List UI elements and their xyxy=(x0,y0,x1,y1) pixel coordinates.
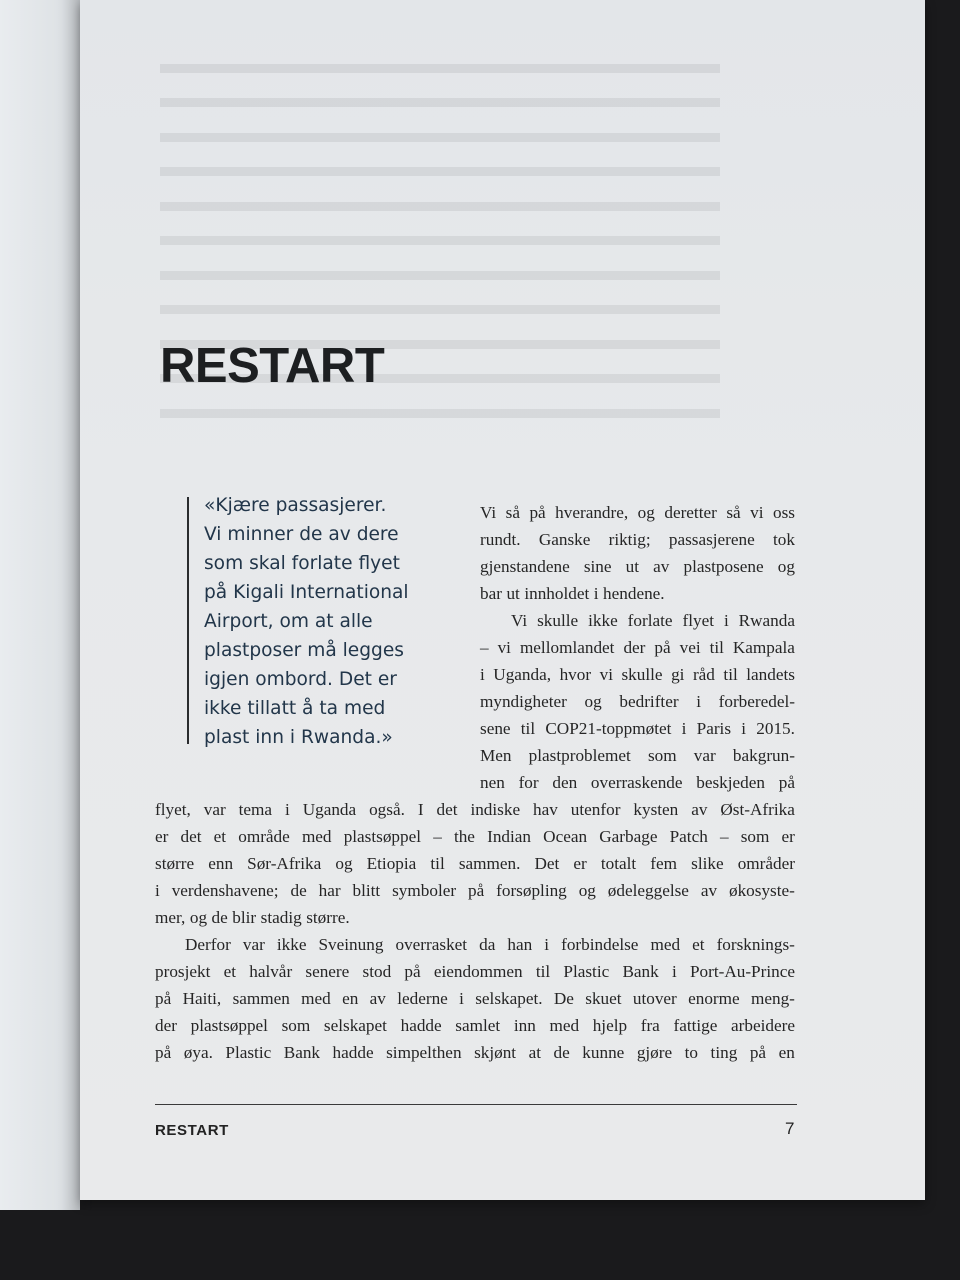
word: fem xyxy=(650,854,678,873)
word: Plastic xyxy=(563,962,610,981)
word: øya. xyxy=(183,1043,213,1062)
body-line xyxy=(155,985,795,1012)
word: Haiti, xyxy=(182,989,222,1008)
word: til xyxy=(709,638,724,657)
running-head: RESTART xyxy=(155,1122,229,1139)
word: Etiopia xyxy=(366,854,417,873)
word: da xyxy=(479,935,496,954)
body-line xyxy=(155,823,795,850)
word: – xyxy=(433,827,442,846)
pull-quote-line: «Kjære passasjerer. xyxy=(204,495,387,516)
word: vi xyxy=(497,638,511,657)
word: ødeleggelse xyxy=(607,881,689,900)
word: den xyxy=(552,773,578,792)
body-line xyxy=(480,688,795,715)
word: med xyxy=(301,827,332,846)
word: av xyxy=(700,881,718,900)
word: på xyxy=(749,1043,767,1062)
word: av xyxy=(653,557,670,576)
word: hvor xyxy=(559,665,592,684)
body-line xyxy=(511,607,795,634)
word: lederne xyxy=(397,989,448,1008)
word: Ocean xyxy=(543,827,588,846)
word: det xyxy=(436,800,458,819)
word: så xyxy=(726,503,741,522)
word: områder xyxy=(737,854,795,873)
word: forsknings- xyxy=(716,935,795,954)
word: flyet xyxy=(682,611,714,630)
word: hverandre, xyxy=(555,503,629,522)
word: stod xyxy=(362,962,392,981)
word: eiendommen xyxy=(433,962,523,981)
word: beskjeden xyxy=(696,773,765,792)
word: prosjekt xyxy=(155,962,211,981)
word: samlet xyxy=(455,1016,501,1035)
word: COP21-toppmøtet xyxy=(545,719,672,738)
word: fattige xyxy=(673,1016,718,1035)
word: råd xyxy=(692,665,715,684)
word: de xyxy=(553,1043,570,1062)
word: indiske xyxy=(470,800,521,819)
word: på xyxy=(529,503,546,522)
word: plastsøppel xyxy=(190,1016,268,1035)
word: som xyxy=(740,827,770,846)
word: meng- xyxy=(750,989,795,1008)
word: arbeidere xyxy=(731,1016,795,1035)
body-line xyxy=(155,904,795,931)
word: med xyxy=(549,1016,580,1035)
word: i xyxy=(284,800,290,819)
word: inn xyxy=(513,1016,536,1035)
word: ut xyxy=(625,557,640,576)
word: og xyxy=(578,881,596,900)
pull-quote-line: plast inn i Rwanda.» xyxy=(204,727,393,748)
word: et xyxy=(692,935,705,954)
word: av xyxy=(691,800,708,819)
word: forberedel- xyxy=(718,692,795,711)
word: riktig; xyxy=(608,530,651,549)
word: ting xyxy=(710,1043,738,1062)
word: og xyxy=(777,557,795,576)
word: forlate xyxy=(627,611,673,630)
word: gi xyxy=(671,665,685,684)
body-line xyxy=(480,580,795,607)
word: område xyxy=(238,827,290,846)
word: Sveinung xyxy=(318,935,384,954)
word: sammen. xyxy=(458,854,521,873)
word: selskapet. xyxy=(475,989,543,1008)
word: mellomlandet xyxy=(519,638,615,657)
word: simpelthen xyxy=(386,1043,462,1062)
word: Port-Au-Prince xyxy=(689,962,795,981)
word: til xyxy=(535,962,551,981)
body-line xyxy=(155,877,795,904)
body-line xyxy=(480,553,795,580)
word: i xyxy=(681,719,687,738)
word: på xyxy=(155,989,172,1008)
word: skulle xyxy=(621,665,663,684)
word: hadde xyxy=(400,1016,442,1035)
pull-quote-line: på Kigali International xyxy=(204,582,409,603)
pull-quote-line: som skal forlate flyet xyxy=(204,553,400,574)
word: på xyxy=(654,638,671,657)
word: i xyxy=(480,665,485,684)
word: symboler xyxy=(392,881,457,900)
word: han xyxy=(507,935,533,954)
word: i xyxy=(155,881,160,900)
word: til xyxy=(430,854,445,873)
word: på xyxy=(155,1043,172,1062)
word: kysten xyxy=(633,800,679,819)
word: større. xyxy=(306,908,350,927)
word: Derfor xyxy=(185,935,231,954)
word: Plastic xyxy=(225,1043,272,1062)
word: hjelp xyxy=(592,1016,628,1035)
body-line xyxy=(185,931,795,958)
word: et xyxy=(213,827,227,846)
word: skjønt xyxy=(474,1043,517,1062)
word: to xyxy=(684,1043,699,1062)
word: plastposene xyxy=(683,557,764,576)
body-line xyxy=(480,769,795,796)
word: passasjerene xyxy=(668,530,755,549)
word: i xyxy=(741,719,747,738)
word: de xyxy=(211,908,228,927)
word: er xyxy=(573,854,587,873)
word: oss xyxy=(772,503,795,522)
word: skuet xyxy=(585,989,622,1008)
word: som xyxy=(281,1016,311,1035)
word: større xyxy=(155,854,195,873)
word: bakgrun- xyxy=(732,746,795,765)
word: Kampala xyxy=(732,638,795,657)
word: var xyxy=(242,935,265,954)
pull-quote-line: Vi minner de av dere xyxy=(204,524,399,545)
word: plastsøppel xyxy=(343,827,422,846)
book-page xyxy=(80,0,925,1200)
word: et xyxy=(223,962,236,981)
word: og xyxy=(584,692,602,711)
word: Bank xyxy=(283,1043,321,1062)
word: totalt xyxy=(600,854,637,873)
word: senere xyxy=(305,962,350,981)
word: bar xyxy=(480,584,502,603)
word: rundt. xyxy=(480,530,521,549)
word: Det xyxy=(534,854,560,873)
word: landets xyxy=(746,665,795,684)
word: Ganske xyxy=(538,530,591,549)
word: sine xyxy=(583,557,612,576)
word: og xyxy=(335,854,353,873)
word: Vi xyxy=(480,503,497,522)
word: Indian xyxy=(487,827,532,846)
word: overraskende xyxy=(590,773,683,792)
pull-quote-line: Airport, om at alle xyxy=(204,611,373,632)
word: Sør-Afrika xyxy=(247,854,322,873)
body-line xyxy=(155,1039,795,1066)
word: Rwanda xyxy=(738,611,795,630)
body-line xyxy=(480,661,795,688)
word: forsøpling xyxy=(496,881,567,900)
body-line xyxy=(480,526,795,553)
word: i xyxy=(544,935,550,954)
word: Patch xyxy=(669,827,708,846)
word: mer, xyxy=(155,908,186,927)
word: Paris xyxy=(696,719,732,738)
word: myndigheter xyxy=(480,692,567,711)
word: økosyste- xyxy=(728,881,795,900)
word: – xyxy=(719,827,729,846)
word: the xyxy=(453,827,475,846)
word: vi xyxy=(750,503,764,522)
chapter-title: RESTART xyxy=(160,339,385,393)
word: det xyxy=(180,827,202,846)
pull-quote-line: igjen ombord. Det er xyxy=(204,669,397,690)
page-number: 7 xyxy=(785,1119,795,1138)
word: en xyxy=(342,989,359,1008)
word: 2015. xyxy=(756,719,795,738)
word: utover xyxy=(632,989,677,1008)
word: selskapet xyxy=(323,1016,387,1035)
body-line xyxy=(155,1012,795,1039)
word: de xyxy=(290,881,307,900)
word: med xyxy=(301,989,331,1008)
word: ut xyxy=(506,584,520,603)
word: og xyxy=(637,503,655,522)
word: vi xyxy=(599,665,613,684)
word: og xyxy=(189,908,208,927)
word: en xyxy=(778,1043,795,1062)
word: på xyxy=(778,773,795,792)
word: så xyxy=(505,503,520,522)
word: Uganda xyxy=(302,800,357,819)
word: Uganda, xyxy=(493,665,552,684)
word: vei xyxy=(679,638,701,657)
word: slike xyxy=(691,854,724,873)
word: bedrifter xyxy=(619,692,679,711)
word: hendene. xyxy=(603,584,665,603)
word: blir xyxy=(232,908,257,927)
word: halvår xyxy=(249,962,293,981)
word: sammen xyxy=(232,989,290,1008)
word: ikke xyxy=(276,935,307,954)
word: er xyxy=(155,827,169,846)
body-line xyxy=(480,634,795,661)
word: til xyxy=(520,719,536,738)
word: plastproblemet xyxy=(528,746,631,765)
word: på xyxy=(467,881,485,900)
word: var xyxy=(203,800,226,819)
word: hav xyxy=(533,800,558,819)
word: i xyxy=(696,692,701,711)
word: er xyxy=(781,827,795,846)
word: gjøre xyxy=(636,1043,673,1062)
word: på xyxy=(404,962,421,981)
word: av xyxy=(369,989,386,1008)
word: var xyxy=(693,746,716,765)
word: hadde xyxy=(332,1043,374,1062)
word: i xyxy=(593,584,599,603)
word: Bank xyxy=(622,962,659,981)
word: sene xyxy=(480,719,511,738)
word: flyet, xyxy=(155,800,191,819)
word: tok xyxy=(772,530,795,549)
body-line xyxy=(155,796,795,823)
word: innholdet xyxy=(524,584,590,603)
word: blitt xyxy=(352,881,381,900)
word: i xyxy=(459,989,464,1008)
word: der xyxy=(623,638,646,657)
word: har xyxy=(318,881,341,900)
word: overrasket xyxy=(395,935,468,954)
word: verdenshavene; xyxy=(171,881,279,900)
word: Garbage xyxy=(599,827,658,846)
word: utenfor xyxy=(570,800,621,819)
word: skulle xyxy=(537,611,579,630)
word: med xyxy=(650,935,681,954)
pull-quote-line: ikke tillatt å ta med xyxy=(204,698,386,719)
word: i xyxy=(723,611,729,630)
body-line xyxy=(155,958,795,985)
footer-rule xyxy=(155,1104,797,1105)
body-line xyxy=(480,499,795,526)
word: for xyxy=(518,773,539,792)
body-line xyxy=(480,742,795,769)
word: forbindelse xyxy=(561,935,639,954)
word: ikke xyxy=(588,611,618,630)
word: til xyxy=(723,665,738,684)
word: – xyxy=(480,638,489,657)
word: tema xyxy=(238,800,273,819)
word: Øst-Afrika xyxy=(720,800,795,819)
pull-quote-line: plastposer må legges xyxy=(204,640,404,661)
word: at xyxy=(528,1043,542,1062)
body-text xyxy=(80,0,925,1200)
word: fra xyxy=(640,1016,660,1035)
word: kunne xyxy=(582,1043,625,1062)
word: deretter xyxy=(664,503,717,522)
word: som xyxy=(647,746,677,765)
word: også. xyxy=(369,800,405,819)
word: enn xyxy=(208,854,234,873)
word: Vi xyxy=(511,611,528,630)
body-line xyxy=(155,850,795,877)
word: stadig xyxy=(260,908,302,927)
word: De xyxy=(553,989,574,1008)
word: gjenstandene xyxy=(480,557,570,576)
body-line xyxy=(480,715,795,742)
word: i xyxy=(671,962,677,981)
word: Men xyxy=(480,746,512,765)
word: nen xyxy=(480,773,505,792)
word: I xyxy=(417,800,424,819)
word: enorme xyxy=(688,989,740,1008)
word: der xyxy=(155,1016,177,1035)
